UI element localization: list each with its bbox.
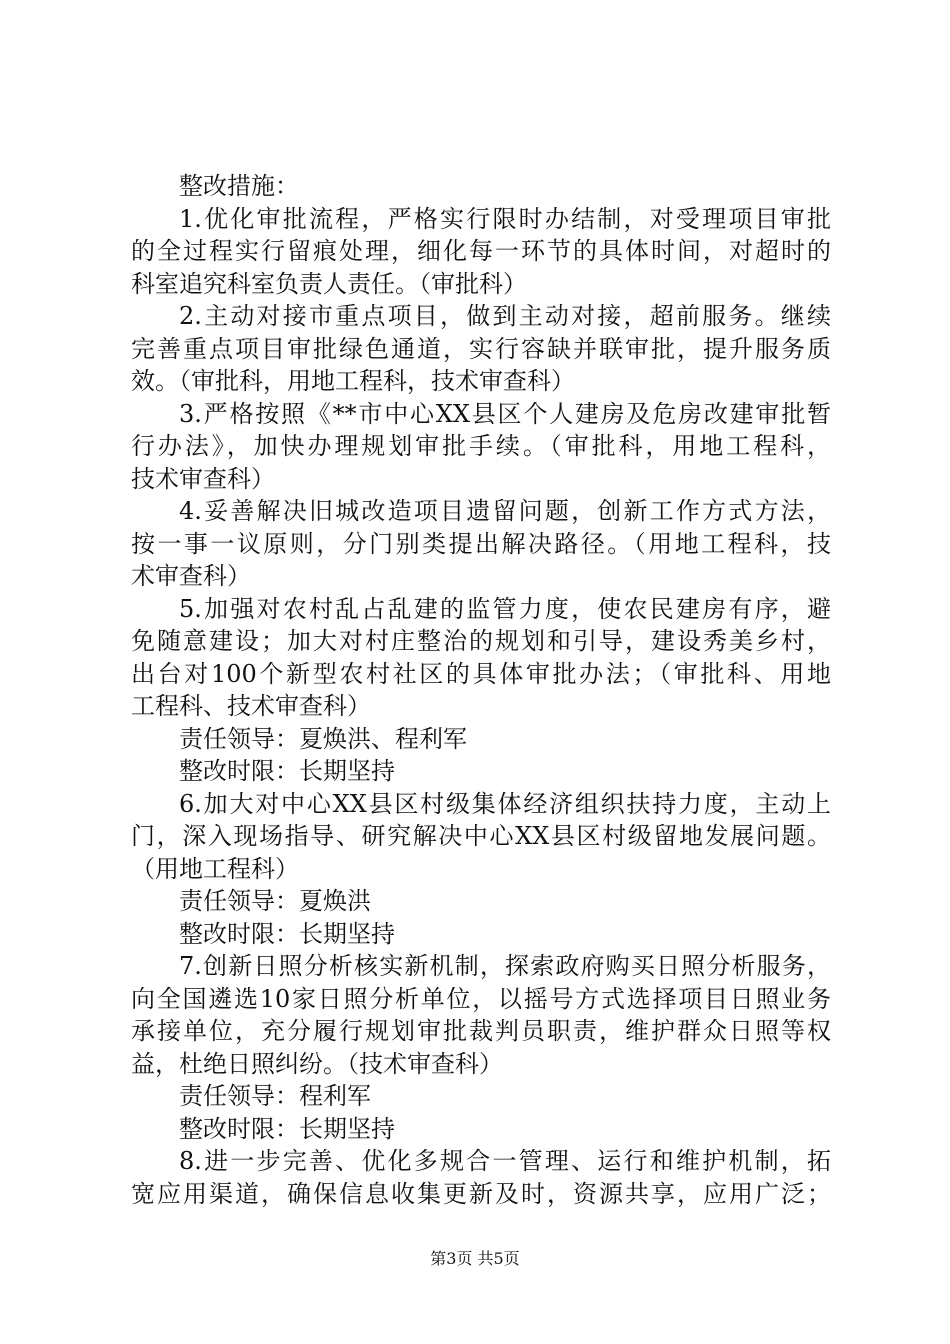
text-line: （用地工程科）: [131, 854, 299, 883]
text-line: 6.加大对中心XX县区村级集体经济组织扶持力度，主动上: [179, 789, 831, 818]
text-line: 整改时限：长期坚持: [179, 919, 395, 948]
text-line: 3.严格按照《**市中心XX县区个人建房及危房改建审批暂: [179, 399, 831, 428]
text-line: 效。（审批科，用地工程科，技术审查科）: [131, 367, 575, 395]
text-line: 门，深入现场指导、研究解决中心XX县区村级留地发展问题。: [131, 822, 831, 850]
text-line: 整改措施：: [179, 172, 299, 200]
text-line: 责任领导：夏焕洪: [179, 887, 371, 915]
text-line: 行办法》，加快办理规划审批手续。（审批科，用地工程科，: [131, 432, 831, 460]
text-line: 责任领导：夏焕洪、程利军: [179, 724, 467, 753]
text-line: 5.加强对农村乱占乱建的监管力度，使农民建房有序，避: [179, 594, 831, 623]
text-line: 8.进一步完善、优化多规合一管理、运行和维护机制，拓: [179, 1147, 831, 1175]
text-line: 7.创新日照分析核实新机制，探索政府购买日照分析服务，: [179, 952, 831, 980]
text-line: 整改时限：长期坚持: [179, 757, 395, 785]
page-footer: 第3页 共5页: [430, 1249, 520, 1268]
text-line: 整改时限：长期坚持: [179, 1114, 395, 1143]
document-body: [131, 170, 831, 1210]
text-line: 工程科、技术审查科）: [131, 692, 371, 720]
text-line: 向全国遴选10家日照分析单位，以摇号方式选择项目日照业务: [131, 984, 831, 1013]
text-line: 技术审查科）: [131, 464, 275, 493]
text-line: 出台对100个新型农村社区的具体审批办法；（审批科、用地: [131, 659, 831, 688]
text-line: 承接单位，充分履行规划审批裁判员职责，维护群众日照等权: [131, 1017, 831, 1045]
text-line: 科室追究科室负责人责任。（审批科）: [131, 269, 527, 298]
text-line: 4.妥善解决旧城改造项目遗留问题，创新工作方式方法，: [179, 497, 831, 525]
text-line: 责任领导：程利军: [179, 1082, 371, 1110]
text-line: 免随意建设；加大对村庄整治的规划和引导，建设秀美乡村，: [131, 627, 831, 655]
text-line: 按一事一议原则，分门别类提出解决路径。（用地工程科，技: [131, 529, 831, 558]
text-line: 完善重点项目审批绿色通道，实行容缺并联审批，提升服务质: [131, 334, 831, 363]
text-line: 2.主动对接市重点项目，做到主动对接，超前服务。继续: [179, 302, 831, 330]
text-line: 的全过程实行留痕处理，细化每一环节的具体时间，对超时的: [131, 237, 831, 265]
text-line: 术审查科）: [131, 562, 251, 590]
text-line: 宽应用渠道，确保信息收集更新及时，资源共享，应用广泛；: [131, 1179, 831, 1208]
text-line: 益，杜绝日照纠纷。（技术审查科）: [131, 1049, 503, 1078]
text-line: 1.优化审批流程，严格实行限时办结制，对受理项目审批: [179, 204, 831, 233]
